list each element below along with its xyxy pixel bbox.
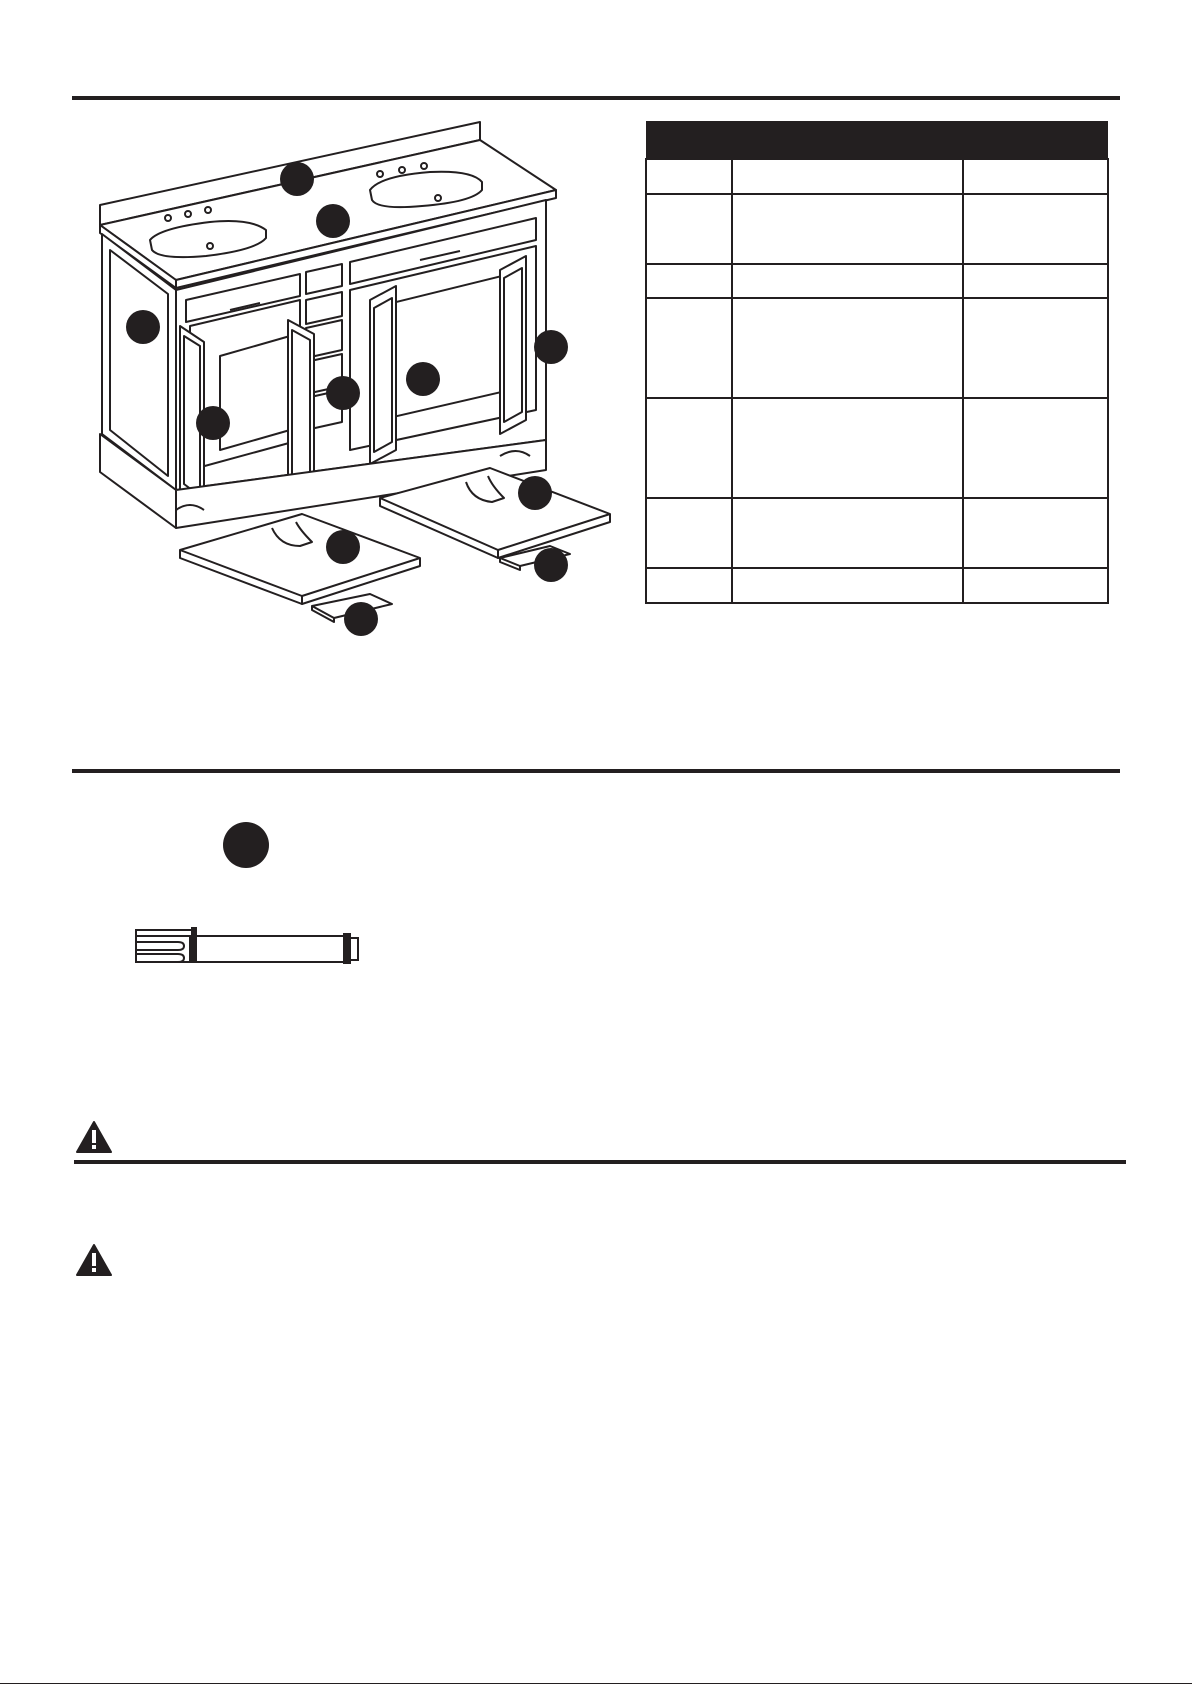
- callout-center-door: [326, 376, 360, 410]
- callout-left-bracket: [344, 602, 378, 636]
- cell-description: [732, 194, 963, 264]
- cell-part: [646, 194, 732, 264]
- cell-quantity: [963, 398, 1108, 498]
- cell-quantity: [963, 194, 1108, 264]
- warning-triangle-icon: [75, 1120, 113, 1154]
- warning-triangle-icon: [75, 1243, 113, 1277]
- cell-part: [646, 568, 732, 603]
- cell-quantity: [963, 568, 1108, 603]
- cell-description: [732, 264, 963, 299]
- section-rule-hardware: [72, 769, 1120, 773]
- header-quantity: [963, 121, 1108, 159]
- cell-quantity: [963, 498, 1108, 568]
- cell-part: [646, 159, 732, 194]
- section-rule-top: [72, 96, 1120, 100]
- header-part: [646, 121, 732, 159]
- callout-right-shelf: [518, 476, 552, 510]
- cell-description: [732, 398, 963, 498]
- vanity-exploded-diagram: [80, 110, 640, 650]
- cell-quantity: [963, 264, 1108, 299]
- cell-quantity: [963, 298, 1108, 398]
- callout-left-door: [196, 406, 230, 440]
- cell-description: [732, 298, 963, 398]
- table-row: [646, 159, 1108, 194]
- hardware-callout: [223, 822, 269, 868]
- cell-part: [646, 298, 732, 398]
- table-row: [646, 264, 1108, 299]
- cell-quantity: [963, 159, 1108, 194]
- cell-part: [646, 498, 732, 568]
- cell-description: [732, 159, 963, 194]
- table-row: [646, 194, 1108, 264]
- header-description: [732, 121, 963, 159]
- parts-list-table: [645, 121, 1109, 604]
- page-footer-rule: [0, 1683, 1192, 1684]
- cell-part: [646, 398, 732, 498]
- callout-right-door: [534, 330, 568, 364]
- callout-left-shelf: [326, 530, 360, 564]
- section-rule-warning: [74, 1160, 1126, 1164]
- cell-description: [732, 498, 963, 568]
- callout-backsplash: [316, 204, 350, 238]
- callout-middle-door: [406, 362, 440, 396]
- table-row: [646, 298, 1108, 398]
- table-row: [646, 568, 1108, 603]
- tool-handle-icon: [132, 920, 362, 964]
- cell-part: [646, 264, 732, 299]
- callout-cabinet-side: [126, 310, 160, 344]
- cell-description: [732, 568, 963, 603]
- callout-countertop: [280, 162, 314, 196]
- callout-right-bracket: [534, 548, 568, 582]
- parts-table-header: [646, 121, 1108, 159]
- table-row: [646, 498, 1108, 568]
- table-row: [646, 398, 1108, 498]
